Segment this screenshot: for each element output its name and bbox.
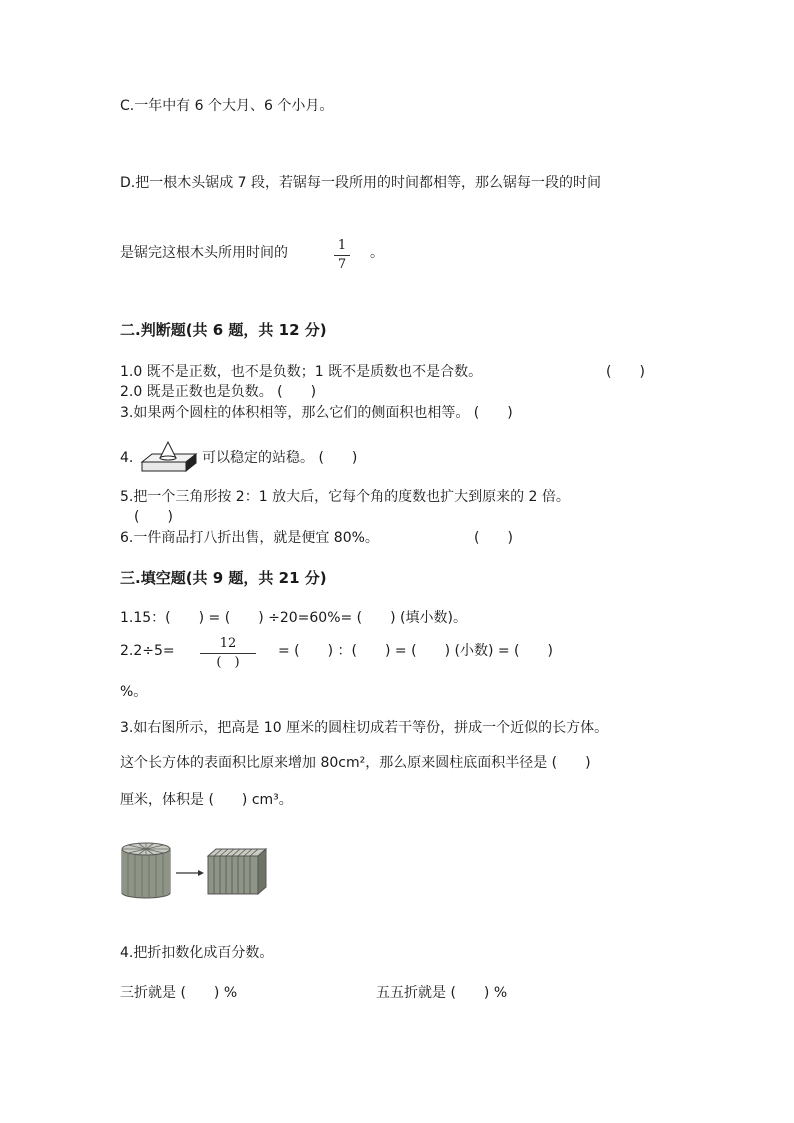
fraction-numerator: 12 (219, 636, 237, 651)
judge-q3: 3.如果两个圆柱的体积相等，那么它们的侧面积也相等。 ( ) (120, 405, 513, 421)
fraction-one-seventh (334, 238, 350, 273)
fill-q2-end: %。 (120, 684, 148, 700)
fill-q4-b: 五五折就是 ( ) % (376, 985, 508, 1001)
judge-q5: 5.把一个三角形按 2：1 放大后，它每个角的度数也扩大到原来的 2 倍。 (120, 489, 570, 505)
fill-q2-rest: = ( ) ：( ) = ( ) (小数) = ( ) (278, 643, 553, 659)
section2-title: 二.判断题(共 6 题，共 12 分) (120, 321, 327, 339)
option-d-end: 。 (370, 245, 384, 261)
cylinder-to-cuboid-figure (118, 840, 270, 900)
section3-title: 三.填空题(共 9 题，共 21 分) (120, 569, 327, 587)
fraction-12-over-blank (200, 636, 256, 671)
fraction-numerator: 1 (337, 238, 347, 253)
option-d-line2: 是锯完这根木头所用时间的 (120, 245, 288, 261)
fill-q4-a: 三折就是 ( ) % (120, 985, 238, 1001)
fraction-denominator[interactable]: ( ) (216, 655, 240, 670)
judge-q4-number: 4. (120, 450, 134, 466)
fraction-denominator: 7 (337, 257, 347, 272)
judge-q6: 6.一件商品打八折出售，就是便宜 80%。 (120, 530, 379, 546)
option-c: C.一年中有 6 个大月、6 个小月。 (120, 98, 334, 114)
judge-q1-blank[interactable]: ( ) (606, 364, 645, 380)
cylinder-figure (122, 843, 170, 898)
fraction-bar (200, 653, 256, 654)
option-d-line1: D.把一根木头锯成 7 段，若锯每一段所用的时间都相等，那么锯每一段的时间 (120, 175, 602, 191)
fill-q3-line2: 这个长方体的表面积比原来增加 80cm²，那么原来圆柱底面积半径是 ( ) (120, 755, 591, 771)
cuboid-figure (208, 849, 266, 894)
arrow-icon (176, 870, 204, 876)
fill-q1: 1.15：( ) = ( ) ÷20=60%= ( ) (填小数)。 (120, 610, 467, 626)
fill-q3-line1: 3.如右图所示，把高是 10 厘米的圆柱切成若干等份，拼成一个近似的长方体。 (120, 720, 609, 736)
fill-q4: 4.把折扣数化成百分数。 (120, 945, 274, 961)
judge-q2: 2.0 既是正数也是负数。 ( ) (120, 384, 317, 400)
judge-q4: 可以稳定的站稳。 ( ) (202, 450, 358, 466)
judge-q1: 1.0 既不是正数，也不是负数；1 既不是质数也不是合数。 (120, 364, 483, 380)
fill-q2-start: 2.2÷5= (120, 643, 175, 659)
cone-on-box-figure (138, 440, 200, 474)
fraction-bar (334, 255, 350, 256)
judge-q5-blank[interactable]: ( ) (134, 509, 173, 525)
judge-q6-blank[interactable]: ( ) (474, 530, 513, 546)
fill-q3-line3: 厘米，体积是 ( ) cm³。 (120, 792, 293, 808)
